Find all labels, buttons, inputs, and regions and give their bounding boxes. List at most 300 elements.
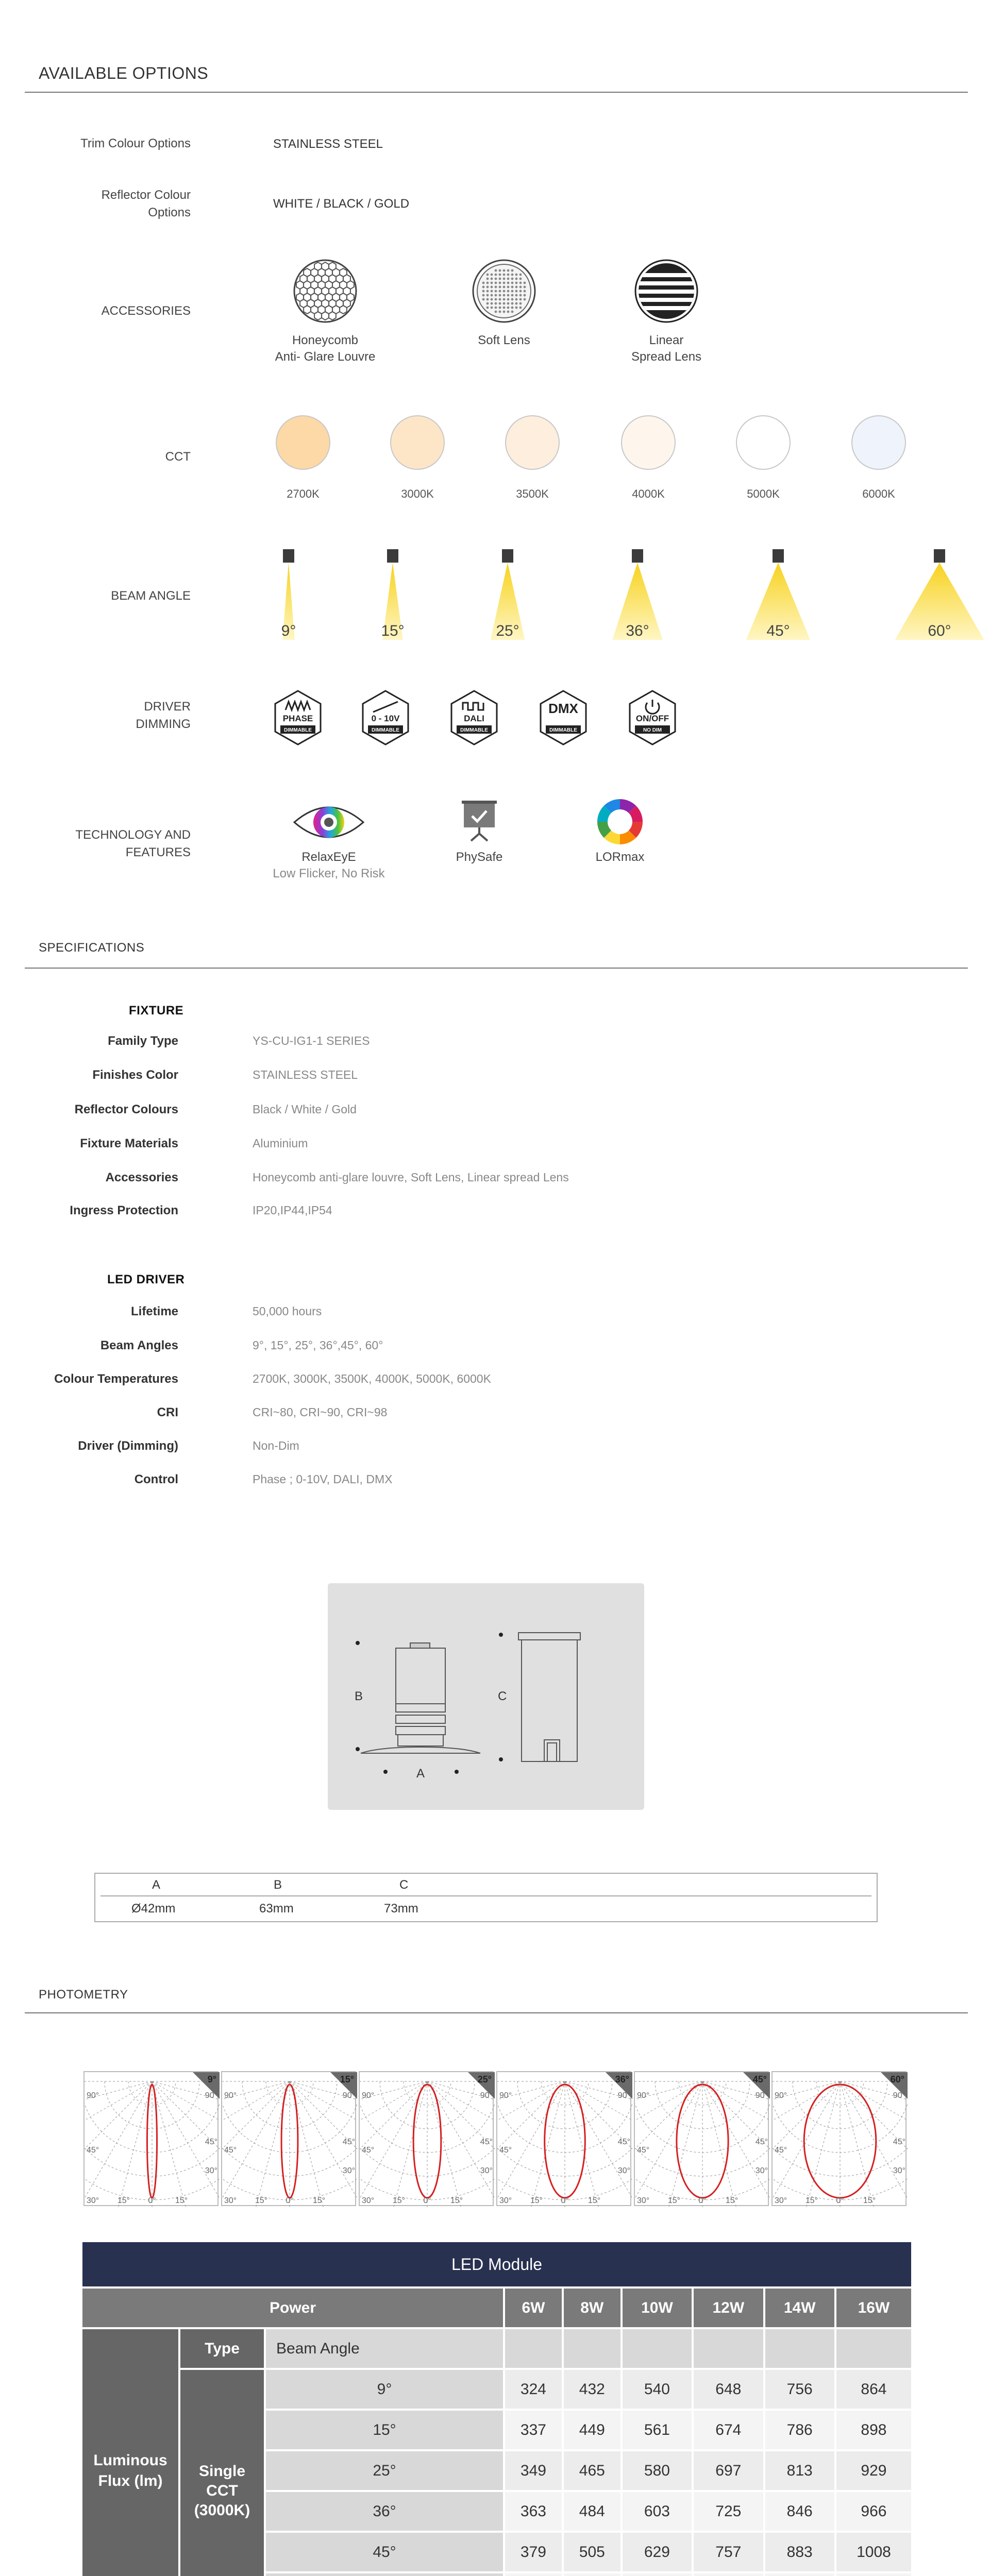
- technology-features-label: [15, 826, 191, 861]
- dimension-drawing: [328, 1583, 644, 1810]
- flux-value-cell: 432: [564, 2370, 620, 2409]
- driver-sub-label: DIMMABLE: [549, 727, 577, 733]
- polar-grid-line: [635, 2081, 702, 2207]
- soft-lens-dot: [503, 278, 506, 280]
- driver-label: ON/OFF: [635, 714, 669, 723]
- soft-lens-dot: [486, 290, 489, 293]
- cct-label-6000k: 6000K: [862, 487, 895, 500]
- polar-axis-label: 45°: [342, 2138, 355, 2146]
- spec-key: Control: [134, 1472, 178, 1486]
- photometry-panel-45: [634, 2071, 769, 2206]
- dimension-value-c: 73mm: [384, 1902, 418, 1916]
- soft-lens-dot: [507, 286, 510, 289]
- flux-value-cell: 864: [836, 2370, 911, 2409]
- soft-lens-dot: [495, 294, 497, 297]
- flux-value-cell: [505, 2573, 562, 2576]
- polar-axis-label: 45°: [775, 2146, 787, 2155]
- driver-sub-label: DIMMABLE: [284, 727, 312, 733]
- led-module-table: [80, 2286, 913, 2576]
- dimension-table: [94, 1873, 878, 1922]
- soft-lens-dot: [511, 278, 514, 280]
- soft-lens-dot: [503, 302, 506, 305]
- soft-lens-dot: [524, 294, 526, 297]
- polar-plot: [497, 2072, 632, 2207]
- spec-value: 9°, 15°, 25°, 36°,45°, 60°: [253, 1338, 383, 1352]
- beam-fixture-icon: [283, 549, 294, 563]
- polar-axis-label: 15°: [450, 2196, 463, 2205]
- dimension-letter-c: C: [498, 1689, 507, 1703]
- soft-lens-dot: [491, 290, 493, 293]
- beam-angle-cell: 45°: [266, 2533, 503, 2571]
- soft-lens-dot: [482, 298, 485, 301]
- table-cell: [564, 2329, 620, 2368]
- polar-grid-line: [522, 2081, 565, 2207]
- spec-value: Non-Dim: [253, 1439, 299, 1452]
- polar-grid-line: [660, 2081, 702, 2207]
- phase-icon: [273, 689, 323, 746]
- soft-lens-dot: [499, 298, 501, 301]
- soft-lens-dot: [486, 307, 489, 309]
- polar-axis-label: 30°: [205, 2166, 217, 2175]
- beam-fixture-icon: [502, 549, 513, 563]
- type-header: Type: [180, 2329, 264, 2368]
- flux-value-cell: 449: [564, 2411, 620, 2449]
- polar-plot: [635, 2072, 770, 2207]
- soft-lens-dot: [503, 282, 506, 284]
- cct-swatch-3500k: [505, 415, 560, 470]
- polar-axis-label: 30°: [224, 2196, 237, 2205]
- polar-axis-label: 90°: [775, 2091, 787, 2100]
- photometry-panel-15: [221, 2071, 356, 2206]
- available-options-title: AVAILABLE OPTIONS: [39, 64, 209, 82]
- soft-lens-dot: [499, 274, 501, 276]
- tech-caption-line1: PhySafe: [456, 850, 503, 864]
- flux-value-cell: 846: [765, 2492, 834, 2531]
- soft-lens-dot: [507, 290, 510, 293]
- polar-grid-arc: [635, 2081, 770, 2153]
- soft-lens-dot: [503, 298, 506, 301]
- polar-axis-label: 45°: [480, 2138, 493, 2146]
- beam-badge-label: 60°: [890, 2074, 904, 2084]
- reflector-colour-value: WHITE / BLACK / GOLD: [273, 197, 410, 211]
- flux-value-cell: 786: [765, 2411, 834, 2449]
- soft-lens-dot: [499, 269, 501, 272]
- dimension-table-header: [100, 1874, 871, 1896]
- polar-grid-line: [497, 2081, 565, 2207]
- polar-plot: [360, 2072, 495, 2207]
- soft-lens-dot: [503, 286, 506, 289]
- cct-label-3500k: 3500K: [516, 487, 549, 500]
- soft-lens-dot: [486, 294, 489, 297]
- accessory-caption-linear: [589, 332, 744, 365]
- accessory-caption-line1: Honeycomb: [292, 333, 359, 347]
- spec-key: Family Type: [108, 1034, 178, 1048]
- beam-fixture-icon: [773, 549, 784, 563]
- accessory-caption-line1: Soft Lens: [478, 333, 530, 347]
- section-divider: [25, 2012, 968, 2013]
- soft-lens-dot: [519, 286, 522, 289]
- polar-axis-label: 0°: [561, 2196, 569, 2205]
- soft-lens-dot: [503, 290, 506, 293]
- technology-label-line2: FEATURES: [125, 845, 191, 859]
- soft-lens-dot: [495, 269, 497, 272]
- table-cell: [623, 2329, 692, 2368]
- beam-angle-cell: 15°: [266, 2411, 503, 2449]
- accessory-caption-line2: Spread Lens: [631, 350, 702, 364]
- soft-lens-dot: [482, 286, 485, 289]
- table-row: [82, 2329, 911, 2368]
- polar-axis-label: 15°: [725, 2196, 739, 2205]
- polar-axis-label: 15°: [117, 2196, 130, 2205]
- honeycomb-louvre-icon: [292, 258, 359, 325]
- flux-value-cell: 505: [564, 2533, 620, 2571]
- led-module-table-wrapper: [82, 2242, 911, 2576]
- beam-angle-cell: 25°: [266, 2451, 503, 2490]
- technology-label-line1: TECHNOLOGY AND: [75, 828, 191, 842]
- polar-axis-label: 90°: [224, 2091, 237, 2100]
- driver-sub-label: NO DIM: [643, 727, 662, 733]
- beam-angle-label: BEAM ANGLE: [111, 589, 191, 603]
- cct-swatch-4000k: [621, 415, 676, 470]
- tech-caption-lormax: [543, 849, 697, 866]
- dimension-value-b: 63mm: [259, 1902, 294, 1916]
- soft-lens-dot: [519, 294, 522, 297]
- soft-lens-dot: [515, 282, 518, 284]
- beam-badge-label: 45°: [752, 2074, 767, 2084]
- soft-lens-dot: [507, 282, 510, 284]
- polar-axis-label: 0°: [423, 2196, 431, 2205]
- soft-lens-dot: [511, 311, 514, 313]
- single-cct-line: (3000K): [194, 2502, 250, 2519]
- spec-key: Ingress Protection: [70, 1204, 178, 1217]
- flux-value-cell: 603: [623, 2492, 692, 2531]
- lormax-icon: [594, 796, 646, 848]
- soft-lens-dot: [524, 282, 526, 284]
- soft-lens-dot: [524, 290, 526, 293]
- photometry-panel-9: [83, 2071, 219, 2206]
- soft-lens-dot: [524, 286, 526, 289]
- polar-axis-label: 15°: [255, 2196, 268, 2205]
- soft-lens-dot: [507, 302, 510, 305]
- polar-axis-label: 30°: [87, 2196, 99, 2205]
- soft-lens-dot: [495, 311, 497, 313]
- table-cell: [836, 2329, 911, 2368]
- soft-lens-dot: [495, 290, 497, 293]
- tech-caption-line1: LORmax: [595, 850, 645, 864]
- single-cct-line: CCT: [206, 2482, 238, 2499]
- spec-value: CRI~80, CRI~90, CRI~98: [253, 1405, 388, 1419]
- reflector-colour-label-line1: Reflector Colour: [101, 188, 191, 202]
- soft-lens-dot: [482, 282, 485, 284]
- driver-dimming-label-line1: DRIVER: [144, 700, 191, 714]
- fixture-heading: FIXTURE: [129, 1004, 184, 1018]
- polar-grid-line: [773, 2081, 840, 2207]
- zero-ten-v-icon: [361, 689, 410, 746]
- soft-lens-dot: [503, 274, 506, 276]
- flux-value-cell: 465: [564, 2451, 620, 2490]
- soft-lens-dot: [495, 278, 497, 280]
- soft-lens-dot: [511, 294, 514, 297]
- polar-axis-label: 90°: [893, 2091, 905, 2100]
- polar-axis-label: 30°: [617, 2166, 630, 2175]
- dimension-header-c: C: [399, 1878, 409, 1892]
- soft-lens-dot: [519, 298, 522, 301]
- soft-lens-dot: [511, 274, 514, 276]
- soft-lens-dot: [519, 290, 522, 293]
- driver-label: DALI: [464, 714, 484, 723]
- beam-angle-cell: [266, 2573, 503, 2576]
- spec-key: Finishes Color: [92, 1068, 178, 1082]
- flux-value-cell: 363: [505, 2492, 562, 2531]
- polar-axis-label: 45°: [362, 2146, 375, 2155]
- luminous-flux-line1: Luminous: [93, 2451, 167, 2469]
- tech-caption-physafe: [402, 849, 557, 866]
- soft-lens-dot: [499, 311, 501, 313]
- soft-lens-dot: [491, 307, 493, 309]
- cct-swatch-5000k: [736, 415, 791, 470]
- flux-value-cell: 929: [836, 2451, 911, 2490]
- polar-plot: [773, 2072, 908, 2207]
- spec-key: Accessories: [105, 1171, 178, 1184]
- soft-lens-dot: [499, 307, 501, 309]
- driver-label: PHASE: [282, 714, 313, 723]
- cct-label-4000k: 4000K: [632, 487, 665, 500]
- photometry-title: PHOTOMETRY: [39, 1988, 128, 2002]
- polar-axis-label: 45°: [205, 2138, 217, 2146]
- soft-lens-dot: [486, 298, 489, 301]
- driver-dimming-label-line2: DIMMING: [136, 717, 191, 731]
- polar-axis-label: 30°: [775, 2196, 787, 2205]
- photometry-panel-36: [496, 2071, 631, 2206]
- accessory-caption-line2: Anti- Glare Louvre: [275, 350, 376, 364]
- polar-axis-label: 30°: [637, 2196, 650, 2205]
- polar-axis-label: 30°: [362, 2196, 375, 2205]
- flux-value-cell: 324: [505, 2370, 562, 2409]
- spec-value: Aluminium: [253, 1137, 308, 1150]
- soft-lens-dot: [507, 294, 510, 297]
- beam-fixture-icon: [387, 549, 398, 563]
- flux-value-cell: [836, 2573, 911, 2576]
- soft-lens-dot: [486, 282, 489, 284]
- soft-lens-dot: [482, 294, 485, 297]
- reflector-colour-label: [15, 187, 191, 222]
- table-cell: [765, 2329, 834, 2368]
- polar-axis-label: 30°: [342, 2166, 355, 2175]
- dimension-header-b: B: [274, 1878, 282, 1892]
- soft-lens-dot: [515, 307, 518, 309]
- polar-axis-label: 15°: [863, 2196, 876, 2205]
- table-row: [82, 2370, 911, 2409]
- spec-key: Beam Angles: [100, 1338, 178, 1352]
- accessory-caption-honeycomb: [248, 332, 402, 365]
- polar-axis-label: 45°: [893, 2138, 905, 2146]
- polar-axis-label: 15°: [312, 2196, 326, 2205]
- polar-grid-line: [427, 2081, 470, 2207]
- soft-lens-dot: [499, 302, 501, 305]
- flux-value-cell: 379: [505, 2533, 562, 2571]
- polar-grid-line: [85, 2081, 152, 2207]
- flux-value-cell: 757: [694, 2533, 763, 2571]
- power-col: 14W: [765, 2289, 834, 2327]
- polar-axis-label: 45°: [617, 2138, 630, 2146]
- soft-lens-dot: [491, 278, 493, 280]
- polar-axis-label: 90°: [755, 2091, 768, 2100]
- driver-sub-label: DIMMABLE: [460, 727, 488, 733]
- soft-lens-dot: [511, 307, 514, 309]
- tech-caption-relaxeye: [251, 849, 406, 882]
- dmx-icon: [539, 689, 588, 746]
- beam-angle-header: Beam Angle: [266, 2329, 503, 2368]
- flux-value-cell: 580: [623, 2451, 692, 2490]
- soft-lens-dot: [491, 302, 493, 305]
- beam-label-9: 9°: [281, 622, 296, 639]
- soft-lens-dot: [519, 278, 522, 280]
- soft-lens-dot: [503, 307, 506, 309]
- relaxeye-icon: [291, 798, 366, 847]
- polar-grid-arc: [497, 2081, 632, 2153]
- spec-value: STAINLESS STEEL: [253, 1068, 358, 1081]
- soft-lens-dot: [507, 298, 510, 301]
- polar-grid-line: [152, 2081, 195, 2207]
- polar-axis-label: 15°: [667, 2196, 681, 2205]
- soft-lens-dot: [507, 269, 510, 272]
- flux-value-cell: 725: [694, 2492, 763, 2531]
- dimension-letter-a: A: [416, 1767, 425, 1781]
- flux-value-cell: [623, 2573, 692, 2576]
- trim-colour-label: Trim Colour Options: [80, 137, 191, 150]
- soft-lens-dot: [495, 286, 497, 289]
- reflector-colour-label-line2: Options: [148, 206, 191, 219]
- soft-lens-dot: [495, 282, 497, 284]
- polar-axis-label: 15°: [805, 2196, 818, 2205]
- cct-label-5000k: 5000K: [747, 487, 780, 500]
- flux-value-cell: 337: [505, 2411, 562, 2449]
- soft-lens-dot: [519, 307, 522, 309]
- cct-label-3000k: 3000K: [401, 487, 434, 500]
- polar-axis-label: 15°: [530, 2196, 543, 2205]
- polar-plot: [85, 2072, 220, 2207]
- beam-badge-label: 9°: [207, 2074, 216, 2084]
- flux-value-cell: 629: [623, 2533, 692, 2571]
- luminous-flux-line2: Flux (lm): [98, 2472, 163, 2489]
- cct-label-2700k: 2700K: [287, 487, 320, 500]
- polar-axis-label: 45°: [87, 2146, 99, 2155]
- flux-value-cell: 349: [505, 2451, 562, 2490]
- polar-axis-label: 0°: [286, 2196, 294, 2205]
- spec-value: IP20,IP44,IP54: [253, 1204, 332, 1217]
- polar-grid-line: [702, 2081, 745, 2207]
- dali-icon: [449, 689, 499, 746]
- soft-lens-dot: [491, 294, 493, 297]
- tech-caption-line1: RelaxEyE: [301, 850, 356, 864]
- dimension-value-a: Ø42mm: [131, 1902, 176, 1916]
- polar-axis-label: 45°: [499, 2146, 512, 2155]
- polar-axis-label: 0°: [148, 2196, 156, 2205]
- spec-key: Colour Temperatures: [54, 1372, 178, 1386]
- spec-key: Driver (Dimming): [78, 1439, 178, 1453]
- beam-badge-label: 36°: [615, 2074, 629, 2084]
- soft-lens-dot: [495, 298, 497, 301]
- soft-lens-dot: [495, 307, 497, 309]
- polar-axis-label: 0°: [698, 2196, 707, 2205]
- polar-axis-label: 30°: [480, 2166, 493, 2175]
- soft-lens-dot: [511, 269, 514, 272]
- photometry-panel-60: [771, 2071, 907, 2206]
- luminous-flux-header: [82, 2329, 178, 2576]
- polar-axis-label: 90°: [617, 2091, 630, 2100]
- soft-lens-dot: [507, 274, 510, 276]
- beam-badge-label: 25°: [477, 2074, 492, 2084]
- polar-axis-label: 90°: [637, 2091, 650, 2100]
- soft-lens-dot: [486, 278, 489, 280]
- section-divider: [25, 968, 968, 969]
- spec-value: Honeycomb anti-glare louvre, Soft Lens, Linear spread Lens: [253, 1171, 569, 1184]
- polar-axis-label: 15°: [588, 2196, 601, 2205]
- soft-lens-dot: [499, 286, 501, 289]
- polar-grid-line: [384, 2081, 427, 2207]
- soft-lens-dot: [515, 298, 518, 301]
- spec-value: Black / White / Gold: [253, 1103, 357, 1116]
- soft-lens-dot: [519, 302, 522, 305]
- soft-lens-dot: [515, 278, 518, 280]
- soft-lens-icon: [471, 258, 538, 325]
- accessory-caption-line1: Linear: [649, 333, 684, 347]
- soft-lens-dot: [486, 302, 489, 305]
- soft-lens-dot: [499, 294, 501, 297]
- flux-value-cell: 648: [694, 2370, 763, 2409]
- soft-lens-dot: [511, 286, 514, 289]
- flux-value-cell: 1008: [836, 2533, 911, 2571]
- beam-label-60: 60°: [928, 622, 951, 639]
- soft-lens-dot: [495, 302, 497, 305]
- soft-lens-dot: [507, 307, 510, 309]
- power-header: Power: [82, 2289, 503, 2327]
- polar-axis-label: 90°: [499, 2091, 512, 2100]
- soft-lens-dot: [507, 278, 510, 280]
- beam-label-45: 45°: [766, 622, 790, 639]
- soft-lens-dot: [503, 311, 506, 313]
- flux-value-cell: 484: [564, 2492, 620, 2531]
- polar-axis-label: 0°: [836, 2196, 844, 2205]
- beam-badge-label: 15°: [340, 2074, 354, 2084]
- polar-axis-label: 45°: [224, 2146, 237, 2155]
- soft-lens-dot: [486, 274, 489, 276]
- hexagon-outline: [541, 691, 586, 744]
- polar-grid-arc: [773, 2081, 908, 2153]
- polar-axis-label: 90°: [480, 2091, 493, 2100]
- soft-lens-dot: [486, 286, 489, 289]
- soft-lens-dot: [491, 274, 493, 276]
- power-col: 12W: [694, 2289, 763, 2327]
- physafe-icon: [459, 798, 500, 842]
- polar-grid-line: [109, 2081, 152, 2207]
- spec-value: 2700K, 3000K, 3500K, 4000K, 5000K, 6000K: [253, 1372, 491, 1385]
- soft-lens-dot: [499, 290, 501, 293]
- flux-value-cell: [564, 2573, 620, 2576]
- power-col: 6W: [505, 2289, 562, 2327]
- single-cct-line: Single: [198, 2463, 245, 2480]
- driver-label: 0 - 10V: [371, 714, 400, 723]
- cct-swatch-3000k: [390, 415, 445, 470]
- linear-spread-lens-icon: [633, 258, 700, 325]
- spec-key: Reflector Colours: [74, 1103, 178, 1116]
- soft-lens-dot: [491, 282, 493, 284]
- polar-axis-label: 15°: [392, 2196, 406, 2205]
- flux-value-cell: 966: [836, 2492, 911, 2531]
- polar-grid-arc: [85, 2081, 220, 2153]
- polar-axis-label: 45°: [755, 2138, 768, 2146]
- soft-lens-dot: [511, 298, 514, 301]
